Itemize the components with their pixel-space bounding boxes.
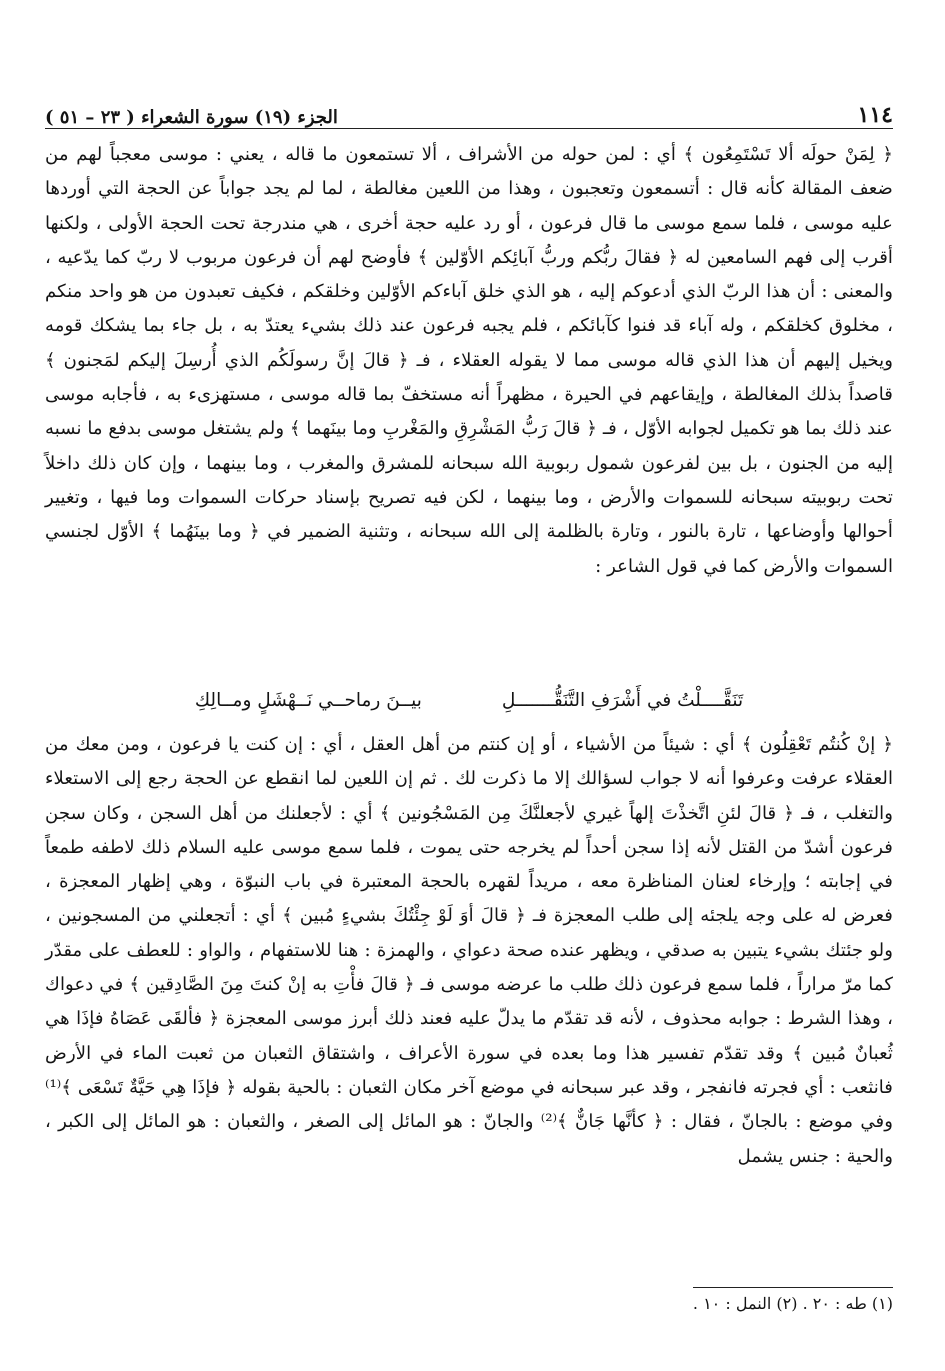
running-title: الجزء (١٩) سورة الشعراء ( ٢٣ – ٥١ ) xyxy=(45,107,338,128)
verse-hemistich-right: تَنَقَّــــلْتُ في أَشْرَفِ التَّنَقُّـــــــلِ xyxy=(501,690,744,711)
commentary-text-part2 xyxy=(45,728,893,1174)
footnote: (١) طه : ٢٠ . (٢) النمل : ١٠ . xyxy=(692,1294,893,1313)
header-rule xyxy=(45,128,893,129)
poetry-verse xyxy=(45,690,893,726)
verse-hemistich-left: بيــنَ رماحــي نَــهْشَلٍ ومــالِكِ xyxy=(194,690,422,711)
commentary-text-part1 xyxy=(45,138,893,584)
paragraph: ﴿ لِمَنْ حولَه ألا تَسْتَمِعُون ﴾ أي : لمن حوله من الأشراف ، ألا تستمعون ما قاله ، يعني : موسى معجباً لهم من ضعف المقالة كأنه قال : أتسمعون وتعجبون ، وهذا من اللعين مغالطة ، لما لم يجد جواباً عن الحجة التي أوردها عليه موسى ، فلما سمع موسى ما قال فرعون ، أو رد عليه حجة أخرى ، هي مندرجة تحت الحجة الأولى ، ولكنها أقرب إلى فهم السامعين له ﴿ فقالَ ربُّكم وربُّ آبائِكم الأوّلين ﴾ فأوضح لهم أن فرعون مربوب لا ربّ كما يدّعيه ، والمعنى : أن هذا الربّ الذي أدعوكم إليه ، هو الذي خلق آباءكم الأوّلين وخلقكم ، فكيف تعبدون من هو واحد منكم ، مخلوق كخلقكم ، وله آباء قد فنوا كآبائكم ، فلم يجبه فرعون عند ذلك بشيء يعتدّ به ، بل جاء بما يشكك قومه ويخيل إليهم أن هذا الذي قاله موسى مما لا يقوله العقلاء ، فـ ﴿ قالَ إنَّ رسولَكُم الذي أُرسِلَ إليكم لمَجنون ﴾ قاصداً بذلك المغالطة ، وإيقاعهم في الحيرة ، مظهراً أنه مستخفّ بما قاله موسى ، مستهزىء به ، فأجابه موسى عند ذلك بما هو تكميل لجوابه الأوّل ، فـ ﴿ قالَ رَبُّ المَشْرِقِ والمَغْربِ وما بينَهما ﴾ ولم يشتغل موسى بدفع ما نسبه إليه من الجنون ، بل بين لفرعون شمول ربوبية الله سبحانه للمشرق والمغرب ، وما بينهما ، وإن كان ذلك داخلاً تحت ربوبيته سبحانه للسموات والأرض ، وما بينهما ، لكن فيه تصريح بإسناد حركات السموات وما فيها ، وتغيير أحوالها وأوضاعها ، تارة بالنور ، وتارة بالظلمة إلى الله سبحانه ، وتثنية الضمير في ﴿ وما بينَهُما ﴾ الأوّل لجنسي السموات والأرض كما في قول الشاعر : xyxy=(45,144,893,577)
page-number: ١١٤ xyxy=(857,102,893,128)
paragraph: ﴿ إنْ كُنتُم تَعْقِلُون ﴾ أي : شيئاً من الأشياء ، أو إن كنتم من أهل العقل ، أي : إن كنت يا فرعون ، ومن معك من العقلاء عرفت وعرفوا أنه لا جواب لسؤالك إلا ما ذكرت لك . ثم إن اللعين لما انقطع عن الحجة رجع إلى الاستعلاء والتغلب ، فـ ﴿ قالَ لئنِ اتَّخذْتَ إلهاً غيري لأجعلنَّكَ مِن المَسْجُونين ﴾ أي : لأجعلنك من أهل السجن ، وكان سجن فرعون أشدّ من القتل لأنه إذا سجن أحداً لم يخرجه حتى يموت ، فلما سمع موسى عليه السلام ذلك لاطفه طمعاً في إجابته ؛ وإرخاء لعنان المناظرة معه ، مريداً لقهره بالحجة المعتبرة في باب النبوّة ، وهي إظهار المعجزة ، فعرض له على وجه يلجئه إلى طلب المعجزة فـ ﴿ قالَ أوَ لَوْ جِئْتُكَ بشيءٍ مُبين ﴾ أي : أتجعلني من المسجونين ، ولو جئتك بشيء يتبين به صدقي ، ويظهر عنده صحة دعواي ، والهمزة : هنا للاستفهام ، والواو : للعطف على مقدّر كما مرّ مراراً ، فلما سمع فرعون ذلك طلب ما عرضه موسى فـ ﴿ قالَ فأْتِ به إنْ كنتَ مِنَ الصَّادِقين ﴾ في دعواك ، وهذا الشرط : جوابه محذوف ، لأنه قد تقدّم ما يدلّ عليه فعند ذلك أبرز موسى المعجزة ﴿ فألقَى عَصَاهُ فإذَا هي ثُعبانٌ مُبين ﴾ وقد تقدّم تفسير هذا وما بعده في سورة الأعراف ، واشتقاق الثعبان من ثعبت الماء في الأرض فانثعب : أي فجرته فانفجر ، وقد عبر سبحانه في موضع آخر مكان الثعبان : بالحية بقوله ﴿ فإذَا هِي حَيَّةٌ تَسْعَى ﴾⁽¹⁾ وفي موضع : بالجانّ ، فقال : ﴿ كأنَّها جَانٌّ ﴾⁽²⁾ والجانّ : هو المائل إلى الصغر ، والثعبان : هو المائل إلى الكبر ، والحية : جنس يشمل xyxy=(45,734,893,1167)
footnote-rule xyxy=(693,1287,893,1288)
page-header xyxy=(45,92,893,128)
